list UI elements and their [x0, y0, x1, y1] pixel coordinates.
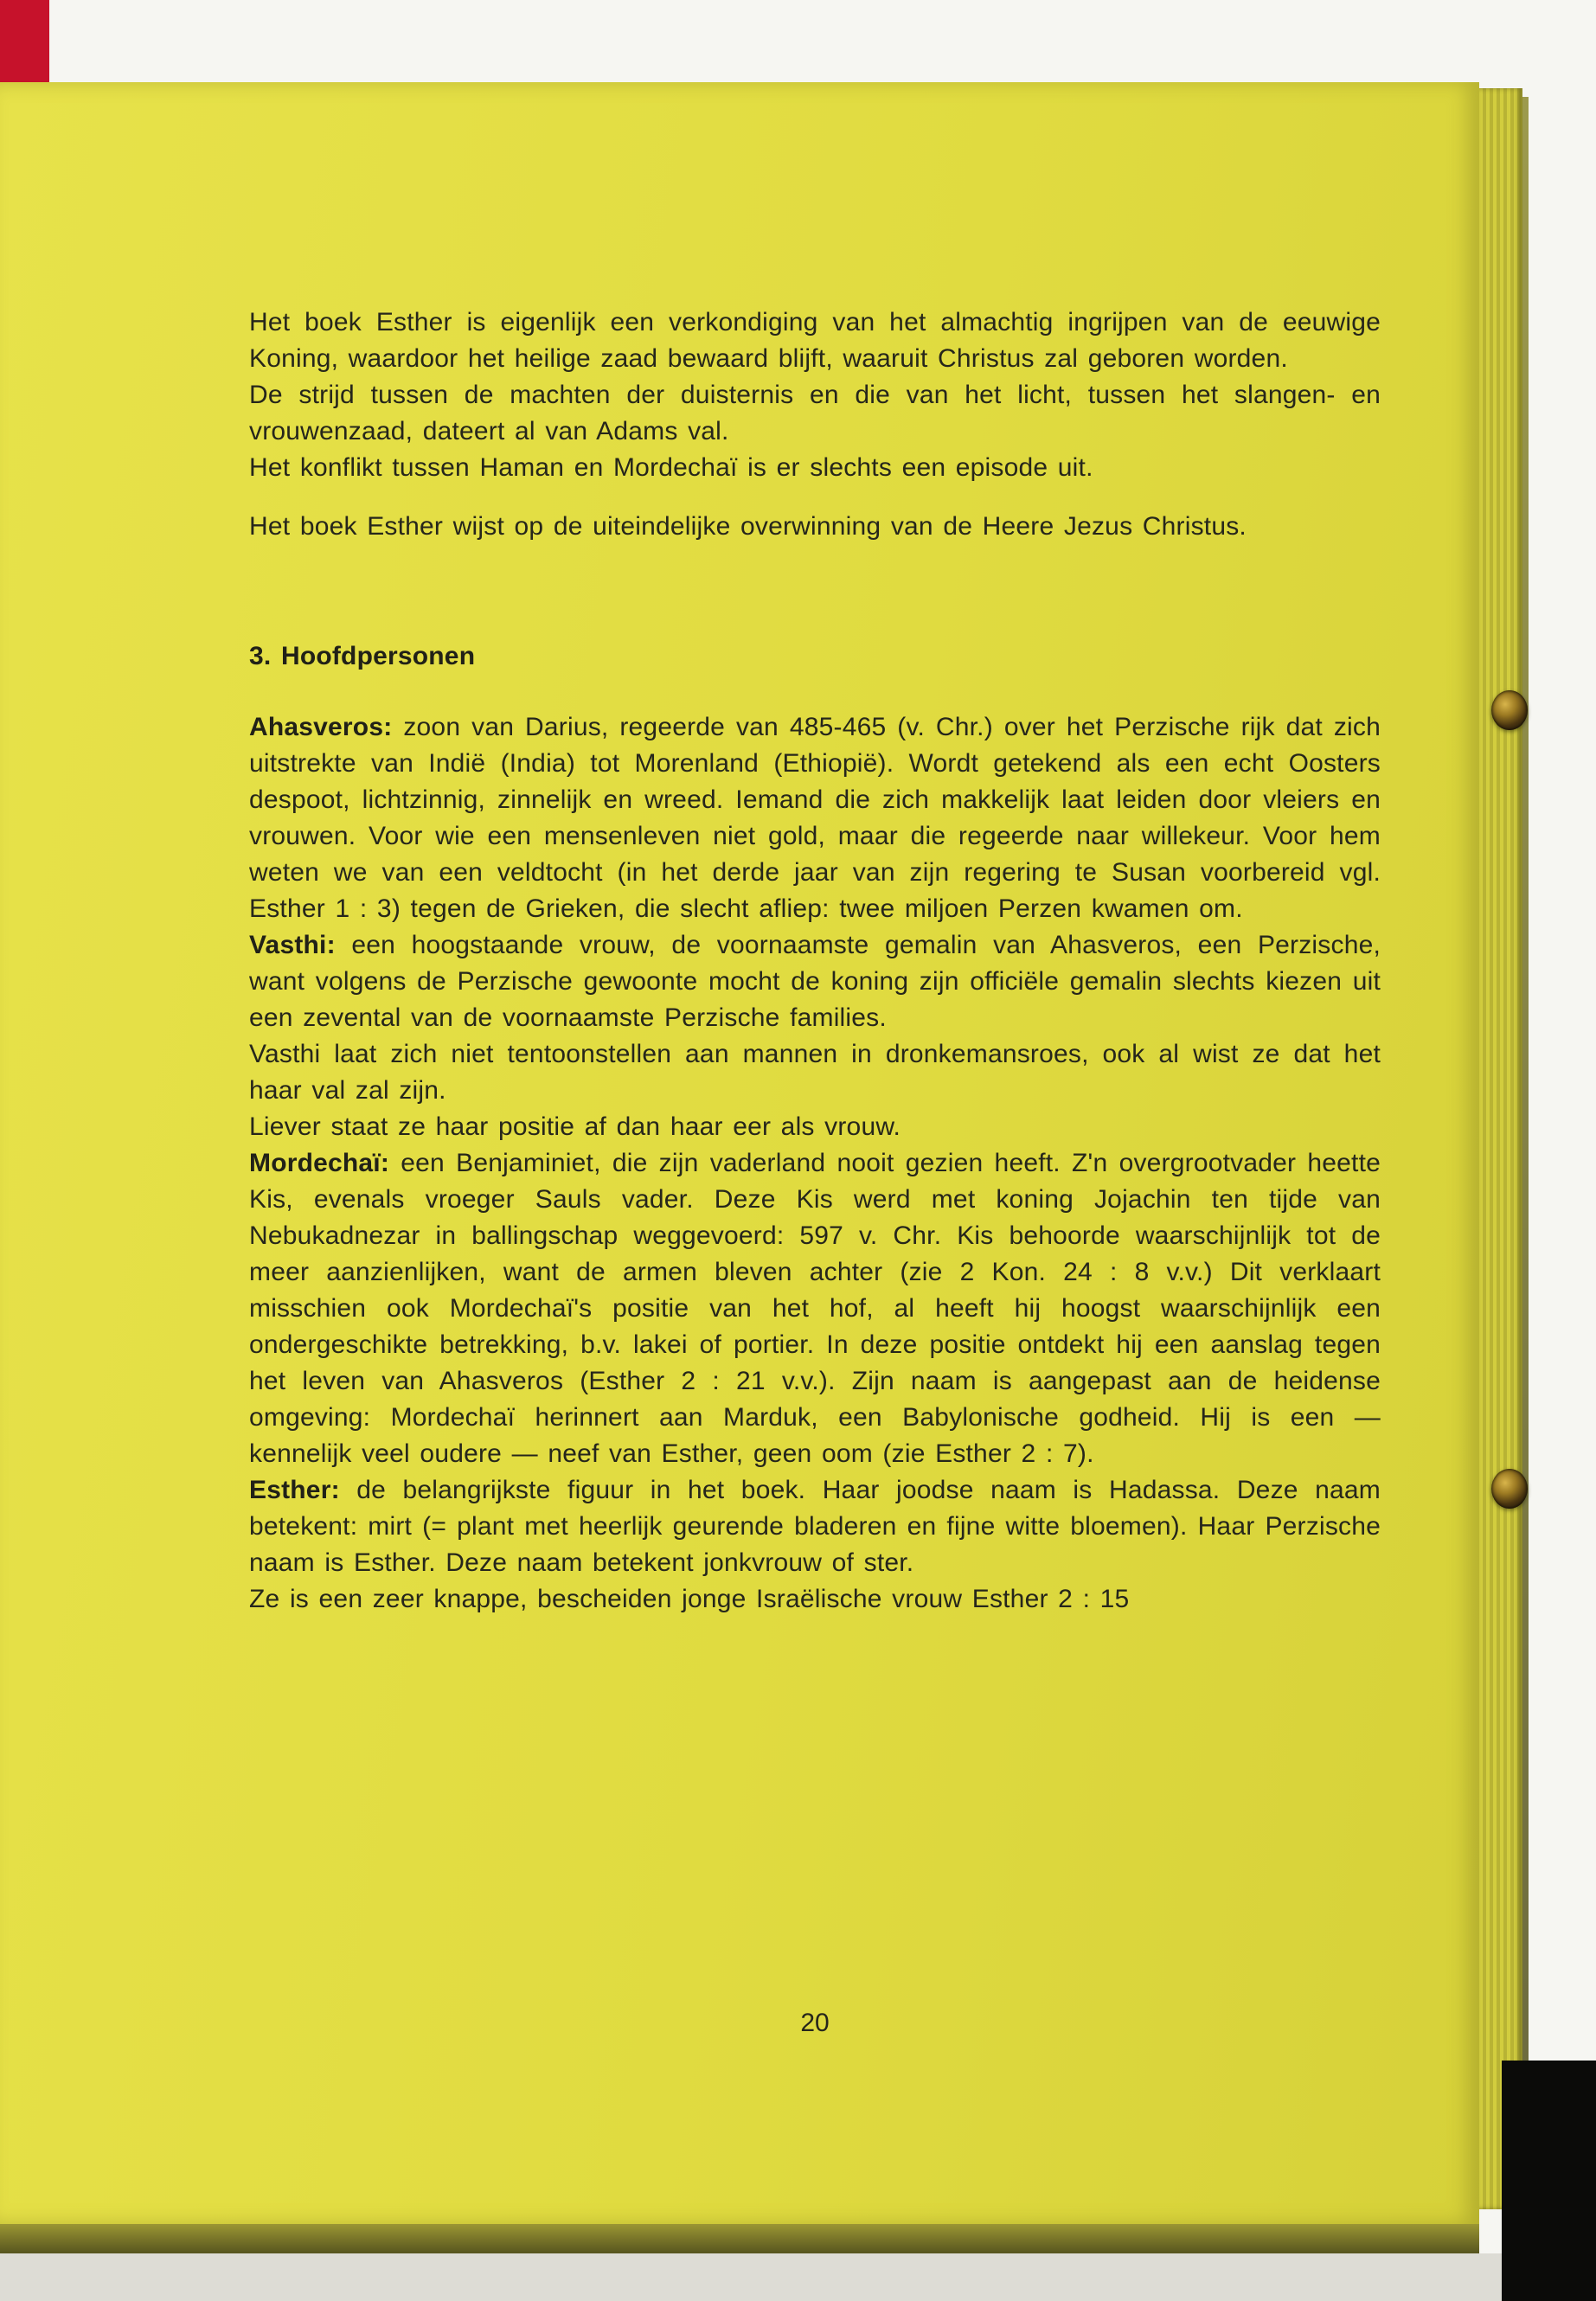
paragraph-text: Ze is een zeer knappe, bescheiden jonge Israëlische vrouw Esther 2 : 15	[249, 1585, 1130, 1613]
paragraph-text: een Benjaminiet, die zijn vaderland nooit gezien heeft. Z'n overgrootvader heette Kis, evenals vroeger Sauls vader. Deze Kis werd met koning Jojachin ten tijde van Nebukadnezar in ballingschap weggevoerd: 597 v. Chr. Kis behoorde waarschijnlijk tot de meer aanzienlijken, want de armen bleven achter (zie 2 Kon. 24 : 8 v.v.) Dit verklaart misschien ook Mordechaï's positie van het hof, al heeft hij hoogst waarschijnlijk een ondergeschikte betrekking, b.v. lakei of portier. In deze positie ontdekt hij een aanslag tegen het leven van Ahasveros (Esther 2 : 21 v.v.). Zijn naam is aangepast aan de heidense omgeving: Mordechaï herinnert aan Marduk, een Babylonische godheid. Hij is een — kennelijk veel oudere — neef van Esther, geen oom (zie Esther 2 : 7).	[249, 1149, 1381, 1468]
paragraph: Het konflikt tussen Haman en Mordechaï is er slechts een episode uit.	[249, 453, 1093, 482]
paragraph-text: zoon van Darius, regeerde van 485-465 (v. Chr.) over het Perzische rijk dat zich uitstrekte van Indië (India) tot Morenland (Ethiopië). Wordt getekend als een echt Oosters despoot, lichtzinnig, zinnelijk en wreed. Iemand die zich makkelijk laat leiden door vleiers en vrouwen. Voor wie een mensenleven niet gold, maar die regeerde naar willekeur. Voor hem weten we van een veldtocht (in het derde jaar van zijn regering te Susan voorbereid vgl. Esther 1 : 3) tegen de Grieken, die slecht afliep: twee miljoen Perzen kwamen om.	[249, 713, 1381, 923]
text-column	[249, 304, 1381, 1618]
paragraph: Het boek Esther wijst op de uiteindelijke overwinning van de Heere Jezus Christus.	[249, 512, 1247, 541]
binder-ring-bottom-icon	[1491, 1469, 1528, 1509]
paragraph: Het boek Esther is eigenlijk een verkondiging van het almachtig ingrijpen van de eeuwige Koning, waardoor het heilige zaad bewaard blijft, waaruit Christus zal geboren worden.	[249, 308, 1381, 373]
paragraph	[249, 927, 1381, 1036]
background-surface	[0, 2253, 1503, 2301]
paragraph	[249, 1472, 1381, 1581]
binder-ring-top-icon	[1491, 690, 1528, 730]
paragraph	[249, 1581, 1381, 1618]
paragraph	[249, 1145, 1381, 1472]
paragraph-text: de belangrijkste figuur in het boek. Haar joodse naam is Hadassa. Deze naam betekent: mirt (= plant met heerlijk geurende bladeren en fijne witte bloemen). Haar Perzische naam is Esther. Deze naam betekent jonkvrouw of ster.	[249, 1476, 1381, 1577]
paragraph-text: Liever staat ze haar positie af dan haar eer als vrouw.	[249, 1112, 901, 1141]
paragraph	[249, 709, 1381, 927]
page-bottom-shadow	[0, 2224, 1479, 2253]
red-corner-mark	[0, 0, 49, 82]
paragraph: De strijd tussen de machten der duisternis en die van het licht, tussen het slangen- en vrouwenzaad, dateert al van Adams val.	[249, 381, 1381, 445]
entry-lead: Vasthi:	[249, 931, 336, 959]
entry-lead: Ahasveros:	[249, 713, 393, 741]
paragraph-text: een hoogstaande vrouw, de voornaamste gemalin van Ahasveros, een Perzische, want volgens de Perzische gewoonte mocht de koning zijn officiële gemalin slechts kiezen uit een zevental van de voornaamste Perzische families.	[249, 931, 1381, 1032]
entry-lead: Esther:	[249, 1476, 340, 1504]
binding-spine-line	[1522, 97, 1529, 2208]
book-cover-corner	[1502, 2061, 1596, 2301]
page-stack-edge	[1479, 88, 1522, 2209]
section-heading: 3. Hoofdpersonen	[249, 642, 476, 670]
paragraph-text: Vasthi laat zich niet tentoonstellen aan mannen in dronkemansroes, ook al wist ze dat het haar val zal zijn.	[249, 1040, 1381, 1105]
entry-lead: Mordechaï:	[249, 1149, 390, 1177]
paragraph	[249, 1109, 1381, 1145]
page-number: 20	[800, 2009, 830, 2037]
paragraph	[249, 1036, 1381, 1109]
